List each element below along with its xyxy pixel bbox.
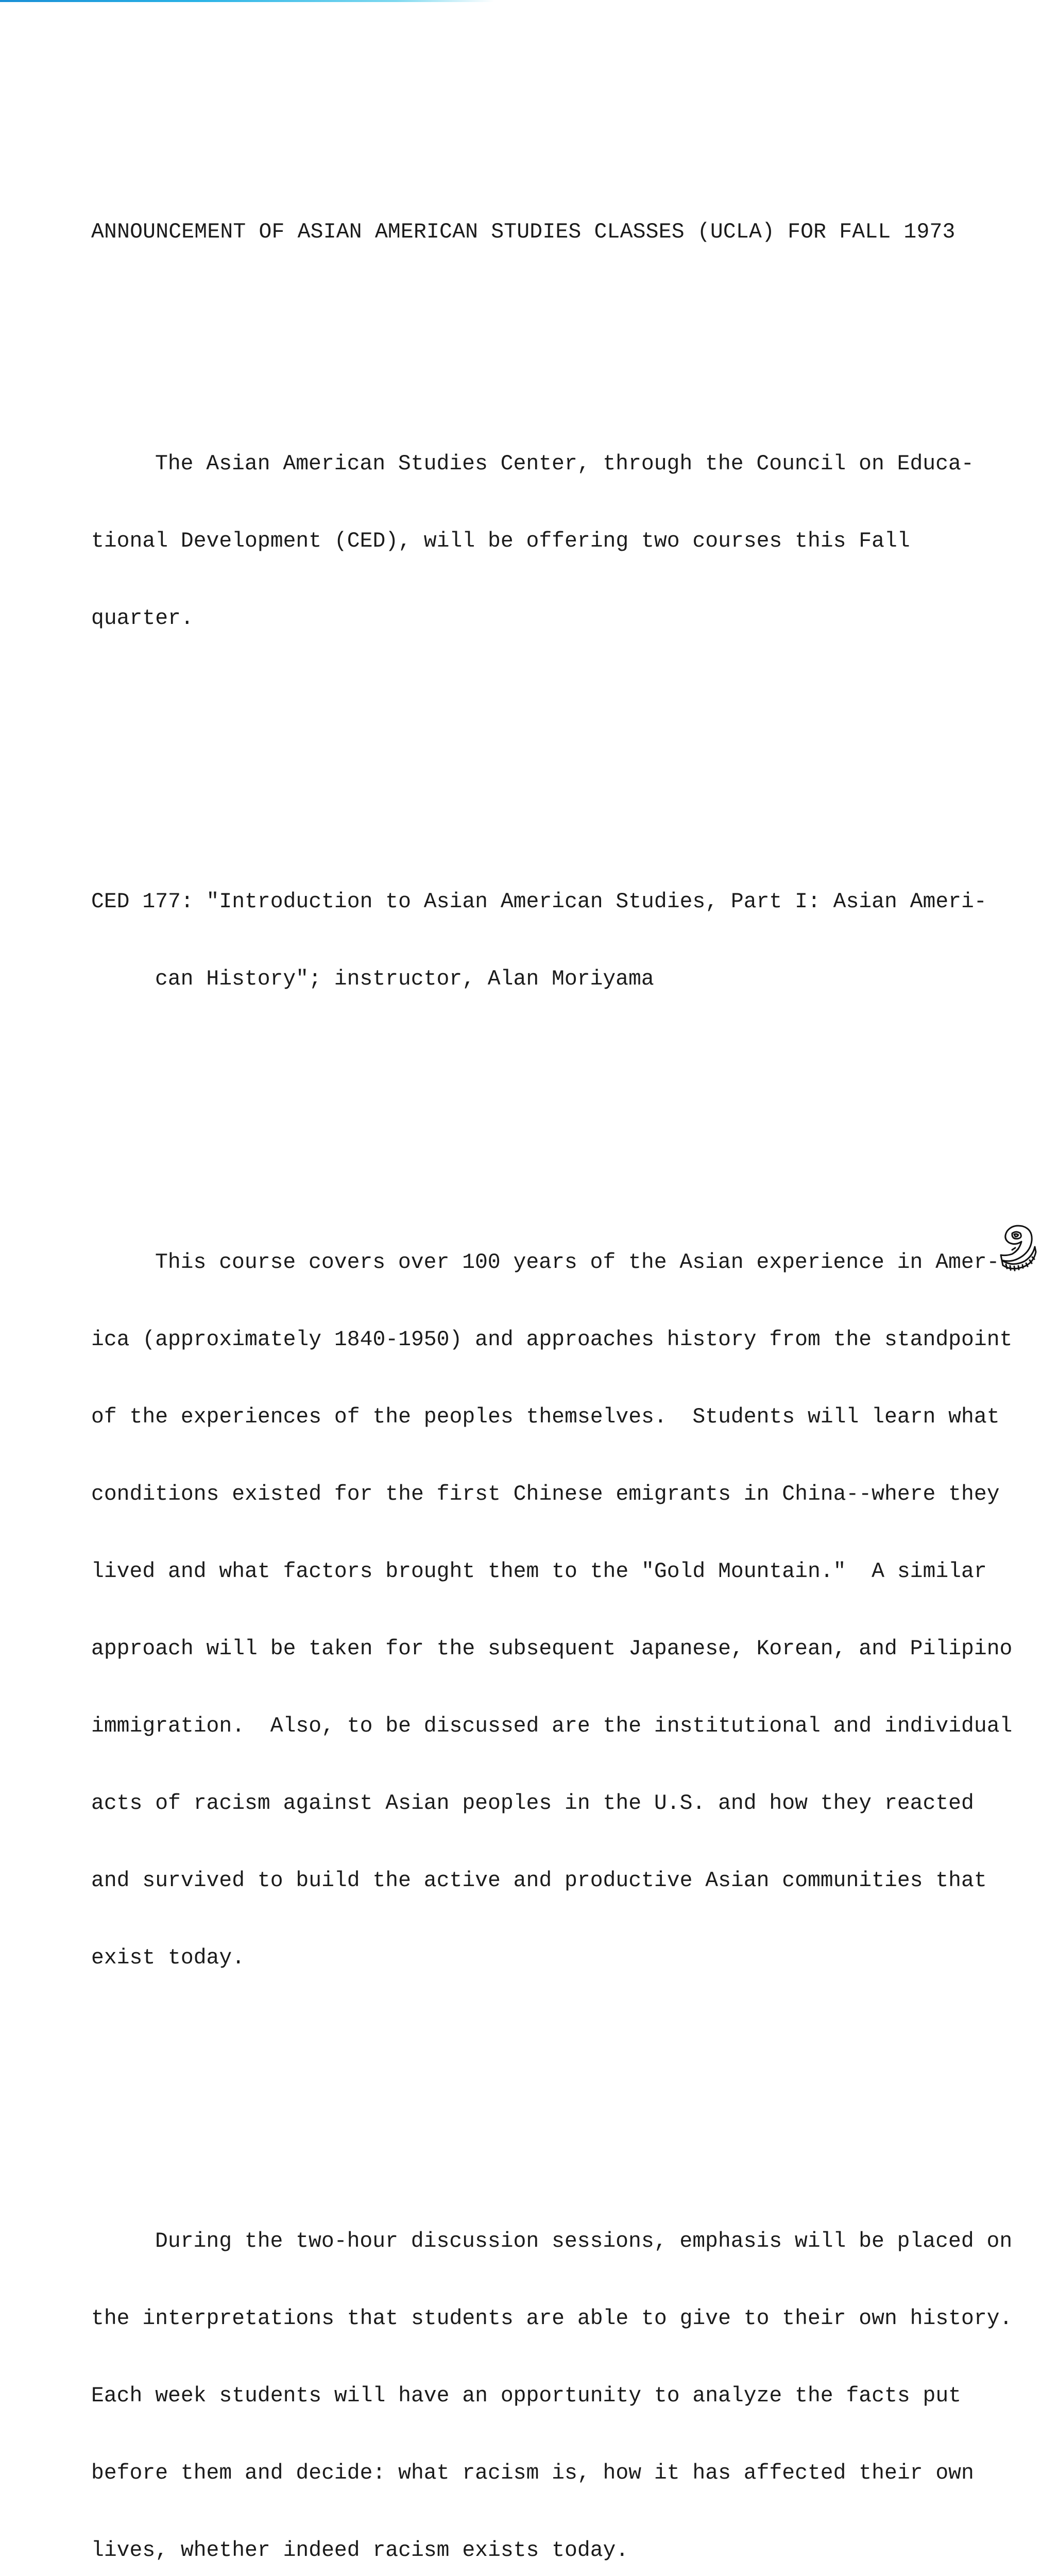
- paragraph-line: the interpretations that students are able to give to their own history.: [91, 2307, 1013, 2331]
- paragraph-line: lives, whether indeed racism exists today.: [91, 2539, 629, 2563]
- paragraph-line: acts of racism against Asian peoples in the U.S. and how they reacted: [91, 1792, 974, 1816]
- blank-line: [91, 2074, 1029, 2100]
- paragraph-line: conditions existed for the first Chinese emigrants in China--where they: [91, 1483, 1000, 1506]
- document-page: [91, 142, 1029, 2576]
- paragraph-line: and survived to build the active and productive Asian communities that: [91, 1869, 987, 1893]
- paragraph-line: This course covers over 100 years of the Asian experience in Amer-: [155, 1251, 1000, 1275]
- blank-line: [91, 297, 1029, 323]
- paragraph-line: tional Development (CED), will be offering two courses this Fall: [91, 530, 910, 553]
- paragraph-line: ica (approximately 1840-1950) and approaches history from the standpoint: [91, 1328, 1013, 1352]
- paragraph-line: immigration. Also, to be discussed are the institutional and individual: [91, 1715, 1013, 1738]
- intro-paragraph: [91, 400, 1029, 683]
- paragraph-line: The Asian American Studies Center, through the Council on Educa-: [155, 452, 974, 476]
- course-1-description: [91, 1198, 1029, 2023]
- paragraph-line: lived and what factors brought them to the "Gold Mountain." A similar: [91, 1560, 987, 1584]
- course-1-discussion: [91, 2177, 1029, 2576]
- blank-line: [91, 1095, 1029, 1121]
- paragraph-line: approach will be taken for the subsequent Japanese, Korean, and Pilipino: [91, 1637, 1013, 1661]
- document-title: ANNOUNCEMENT OF ASIAN AMERICAN STUDIES CLASSES (UCLA) FOR FALL 1973: [91, 221, 955, 244]
- course-heading-line: CED 177: "Introduction to Asian American Studies, Part I: Asian Ameri-: [91, 890, 987, 914]
- paragraph-line: Each week students will have an opportunity to analyze the facts put: [91, 2384, 962, 2408]
- paragraph-line: exist today.: [91, 1946, 245, 1970]
- paragraph-line: before them and decide: what racism is, how it has affected their own: [91, 2462, 974, 2485]
- paragraph-line: of the experiences of the peoples themselves. Students will learn what: [91, 1405, 1000, 1429]
- paragraph-line: During the two-hour discussion sessions, emphasis will be placed on: [155, 2230, 1013, 2253]
- page-number-9-drawing: [992, 1220, 1038, 1272]
- paragraph-line: quarter.: [91, 607, 194, 631]
- scan-edge-line: [0, 0, 494, 2]
- blank-line: [91, 735, 1029, 760]
- hand-drawn-number-icon: [992, 1220, 1038, 1272]
- course-heading-ced-177: [91, 838, 1029, 1044]
- course-heading-line: can History"; instructor, Alan Moriyama: [155, 968, 654, 991]
